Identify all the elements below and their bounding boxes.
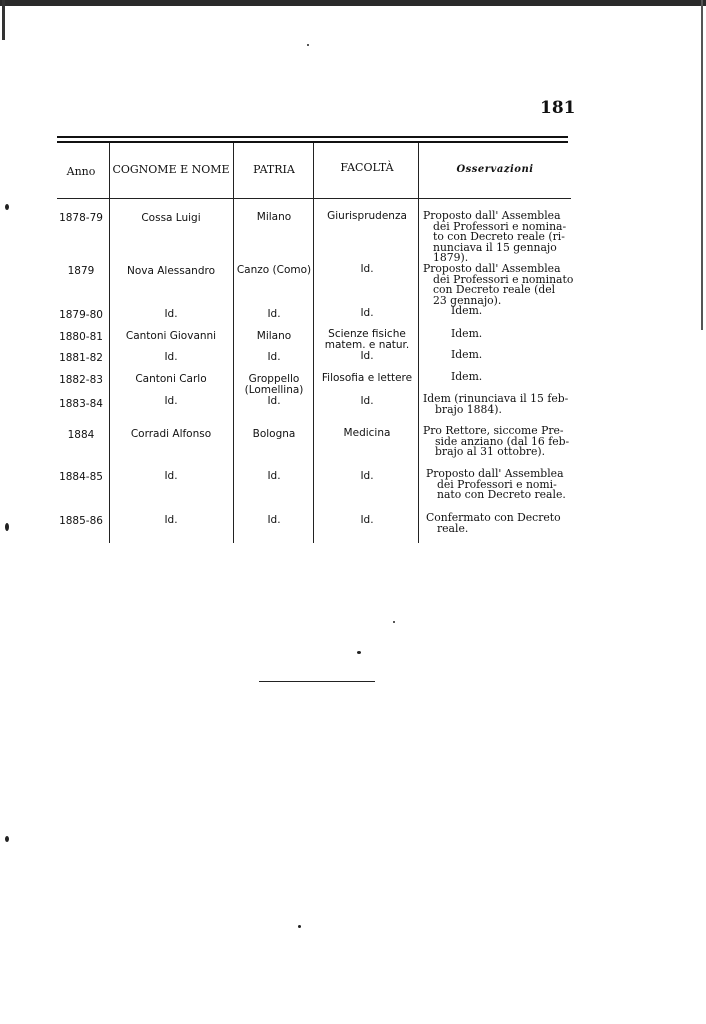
row-nome: Cossa Luigi <box>141 212 201 224</box>
row-nome: Nova Alessandro <box>126 265 216 277</box>
osservazioni-line: Idem. <box>451 348 483 361</box>
row-osservazioni <box>423 350 603 361</box>
osservazioni-line: Idem. <box>451 327 483 340</box>
osservazioni-line: Proposto dall' Assemblea <box>423 262 561 275</box>
table-top-rule <box>57 136 568 138</box>
header-anno: Anno <box>66 165 96 178</box>
header-rule <box>57 198 571 199</box>
row-nome: Id. <box>164 308 178 320</box>
osservazioni-line: brajo 1884). <box>435 402 502 416</box>
row-osservazioni <box>423 211 575 264</box>
row-patria-line2: (Lomellina) <box>244 384 304 396</box>
row-osservazioni <box>423 372 603 383</box>
row-patria: Groppello <box>248 373 300 385</box>
row-osservazioni <box>423 394 575 415</box>
row-nome: Cantoni Giovanni <box>125 330 217 342</box>
row-patria: Id. <box>267 395 281 407</box>
osservazioni-line: Idem. <box>451 304 483 317</box>
row-patria: Milano <box>256 330 292 342</box>
row-anno: 1881-82 <box>59 352 103 364</box>
osservazioni-line: 1879). <box>433 251 469 264</box>
column-divider <box>313 143 314 543</box>
osservazioni-line: nato con Decreto reale. <box>437 488 566 501</box>
row-anno: 1884-85 <box>59 471 103 483</box>
osservazioni-line: brajo al 31 ottobre). <box>435 445 546 458</box>
osservazioni-line: dei Professori e nomina- <box>433 219 567 233</box>
row-nome: Id. <box>164 351 178 363</box>
osservazioni-line: 23 gennajo). <box>433 293 502 307</box>
row-facolta: Id. <box>360 263 374 275</box>
osservazioni-line: to con Decreto reale (ri- <box>433 230 565 243</box>
row-anno: 1878-79 <box>59 212 103 224</box>
row-patria: Id. <box>267 514 281 526</box>
row-anno: 1884 <box>67 429 95 441</box>
margin-mark <box>5 836 9 842</box>
row-nome: Id. <box>164 470 178 482</box>
row-facolta: Id. <box>360 395 374 407</box>
osservazioni-line: reale. <box>437 521 469 535</box>
row-osservazioni <box>423 513 575 534</box>
osservazioni-line: side anziano (dal 16 feb- <box>435 434 570 448</box>
row-facolta: Id. <box>360 514 374 526</box>
row-nome: Cantoni Carlo <box>135 373 207 385</box>
row-osservazioni <box>423 426 575 458</box>
row-osservazioni <box>423 306 603 317</box>
row-anno: 1885-86 <box>59 515 103 527</box>
row-facolta: Medicina <box>343 427 391 439</box>
osservazioni-line: nunciava il 15 gennajo <box>433 240 557 254</box>
row-patria: Bologna <box>252 428 296 440</box>
print-speck <box>298 925 301 928</box>
row-osservazioni <box>423 264 575 306</box>
osservazioni-line: Proposto dall' Assemblea <box>423 209 561 222</box>
osservazioni-line: Idem. <box>451 370 483 383</box>
osservazioni-line: dei Professori e nominato <box>433 272 574 286</box>
margin-mark <box>5 523 9 531</box>
header-nome: COGNOME E NOME <box>112 163 230 176</box>
margin-mark <box>5 204 9 210</box>
row-facolta: Scienze fisiche <box>328 328 406 340</box>
osservazioni-line: con Decreto reale (del <box>433 283 556 296</box>
scan-border-left <box>2 0 5 40</box>
row-facolta: Giurisprudenza <box>327 210 407 222</box>
print-speck <box>307 44 309 46</box>
header-facolta: FACOLTÀ <box>340 161 394 174</box>
print-speck <box>393 621 395 623</box>
header-patria: PATRIA <box>253 163 295 176</box>
row-nome: Corradi Alfonso <box>130 428 212 440</box>
scan-border-top <box>0 0 706 6</box>
osservazioni-line: Idem (rinunciava il 15 feb- <box>423 392 569 405</box>
end-rule <box>259 681 375 682</box>
row-anno: 1882-83 <box>59 374 103 386</box>
row-anno: 1880-81 <box>59 331 103 343</box>
row-patria: Milano <box>256 211 292 223</box>
row-anno: 1879 <box>67 265 95 277</box>
row-osservazioni <box>423 329 603 340</box>
scan-border-right <box>701 0 703 330</box>
row-patria: Id. <box>267 351 281 363</box>
header-osservazioni: Osservazioni <box>456 164 534 175</box>
osservazioni-line: Pro Rettore, siccome Pre- <box>423 424 564 437</box>
osservazioni-line: Confermato con Decreto <box>426 511 561 524</box>
column-divider <box>233 143 234 543</box>
print-speck <box>357 651 361 654</box>
row-nome: Id. <box>164 514 178 526</box>
row-anno: 1879-80 <box>59 309 103 321</box>
row-facolta: Id. <box>360 350 374 362</box>
osservazioni-line: dei Professori e nomi- <box>437 477 557 491</box>
row-nome: Id. <box>164 395 178 407</box>
row-osservazioni <box>423 469 575 501</box>
row-patria: Id. <box>267 470 281 482</box>
page-number: 181 <box>540 98 576 118</box>
row-facolta-line2: matem. e natur. <box>324 339 410 351</box>
row-facolta: Id. <box>360 307 374 319</box>
row-patria: Id. <box>267 308 281 320</box>
row-facolta: Filosofia e lettere <box>321 372 413 384</box>
row-patria: Canzo (Como) <box>236 264 312 276</box>
row-facolta: Id. <box>360 470 374 482</box>
row-anno: 1883-84 <box>59 398 103 410</box>
column-divider <box>109 143 110 543</box>
osservazioni-line: Proposto dall' Assemblea <box>426 467 564 480</box>
